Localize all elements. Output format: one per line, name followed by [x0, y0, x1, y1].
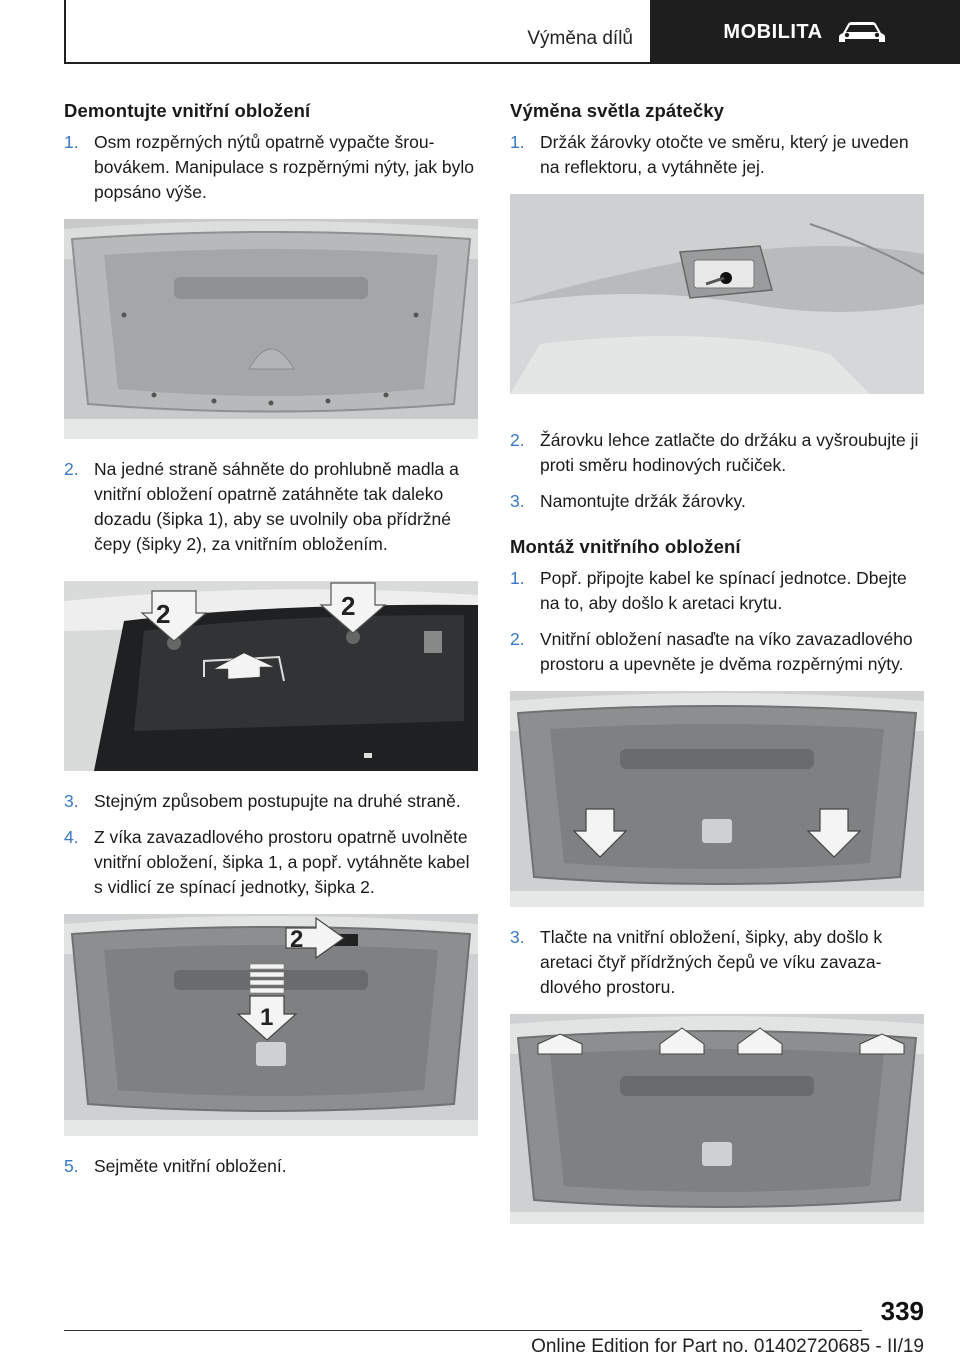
car-icon [837, 19, 887, 45]
heading-reverse-light: Výměna světla zpátečky [510, 100, 725, 121]
figure-trunk-lid-trim [64, 219, 478, 439]
step-number: 5. [64, 1156, 79, 1176]
step [510, 925, 924, 1000]
chapter-tab [650, 0, 960, 64]
step-text: Namontujte držák žárovky. [540, 491, 746, 511]
step-number: 4. [64, 827, 79, 847]
figure-bulb-holder [510, 194, 924, 394]
step-text: Sejměte vnitřní obložení. [94, 1156, 287, 1176]
step-text: Vnitřní obložení nasaďte na víko zavazadlového prostoru a upevněte je dvěma rozpěrnými nýty. [540, 629, 913, 674]
chapter-title: MOBILITA [723, 20, 823, 43]
step-number: 2. [510, 629, 525, 649]
figure-trim-release-cable [64, 914, 478, 1136]
left-column [64, 100, 478, 1190]
step-text: Popř. připojte kabel ke spínací jednotce. Dbejte na to, aby došlo k aretaci krytu. [540, 568, 907, 613]
edition-note: Online Edition for Part no. 01402720685 - II/19 [531, 1336, 924, 1357]
step [64, 130, 478, 205]
step [64, 1154, 478, 1179]
figure-trim-pull-back [64, 581, 478, 771]
step-text: Na jedné straně sáhněte do prohlubně madla a vnitřní obložení opatrně zatáhněte tak daleko dozadu (šipka 1), aby se uvolnily oba přídržné čepy (šipky 2), za vnitřním obložením. [94, 459, 459, 554]
header-rule-vertical [64, 0, 66, 64]
step-number: 1. [510, 568, 525, 588]
step [510, 428, 924, 478]
step-number: 1. [510, 132, 525, 152]
arrow-label: 1 [260, 1004, 274, 1031]
arrow-label: 2 [341, 591, 356, 621]
figure-trim-insert [510, 691, 924, 907]
step-text: Tlačte na vnitřní obložení, šipky, aby došlo k aretaci čtyř přídržných čepů ve víku zavazadlového prostoru. [540, 927, 883, 997]
figure-trim-lock [510, 1014, 924, 1224]
heading-remove-trim: Demontujte vnitřní obložení [64, 100, 311, 121]
page-number: 339 [880, 1296, 924, 1326]
step [510, 566, 924, 616]
step [64, 789, 478, 814]
step-number: 1. [64, 132, 79, 152]
arrow-label: 2 [290, 926, 304, 953]
step-number: 2. [64, 459, 79, 479]
step-text: Stejným způsobem postupujte na druhé straně. [94, 791, 461, 811]
step-text: Žárovku lehce zatlačte do držáku a vyšroubujte ji proti směru hodinových ručiček. [540, 430, 919, 475]
step [64, 457, 478, 557]
right-column [510, 100, 924, 1242]
step [510, 489, 924, 514]
heading-install-trim: Montáž vnitřního obložení [510, 536, 741, 557]
step-number: 3. [510, 927, 525, 947]
step-number: 2. [510, 430, 525, 450]
step-text: Osm rozpěrných nýtů opatrně vypačte šroubovákem. Manipulace s rozpěrnými nýty, jak bylo popsáno výše. [94, 132, 474, 202]
step-number: 3. [510, 491, 525, 511]
footer-rule [64, 1330, 862, 1331]
section-title: Výměna dílů [527, 28, 633, 49]
step-text: Z víka zavazadlového prostoru opatrně uvolněte vnitřní obložení, šipka 1, a popř. vytáhněte kabel s vidlicí ze spínací jednotky, šipka 2. [94, 827, 470, 897]
step [510, 130, 924, 180]
header-rule-horizontal [64, 62, 650, 64]
arrow-label: 2 [156, 599, 171, 629]
step-number: 3. [64, 791, 79, 811]
step [510, 627, 924, 677]
step [64, 825, 478, 900]
step-text: Držák žárovky otočte ve směru, který je uveden na reflektoru, a vytáhněte jej. [540, 132, 909, 177]
